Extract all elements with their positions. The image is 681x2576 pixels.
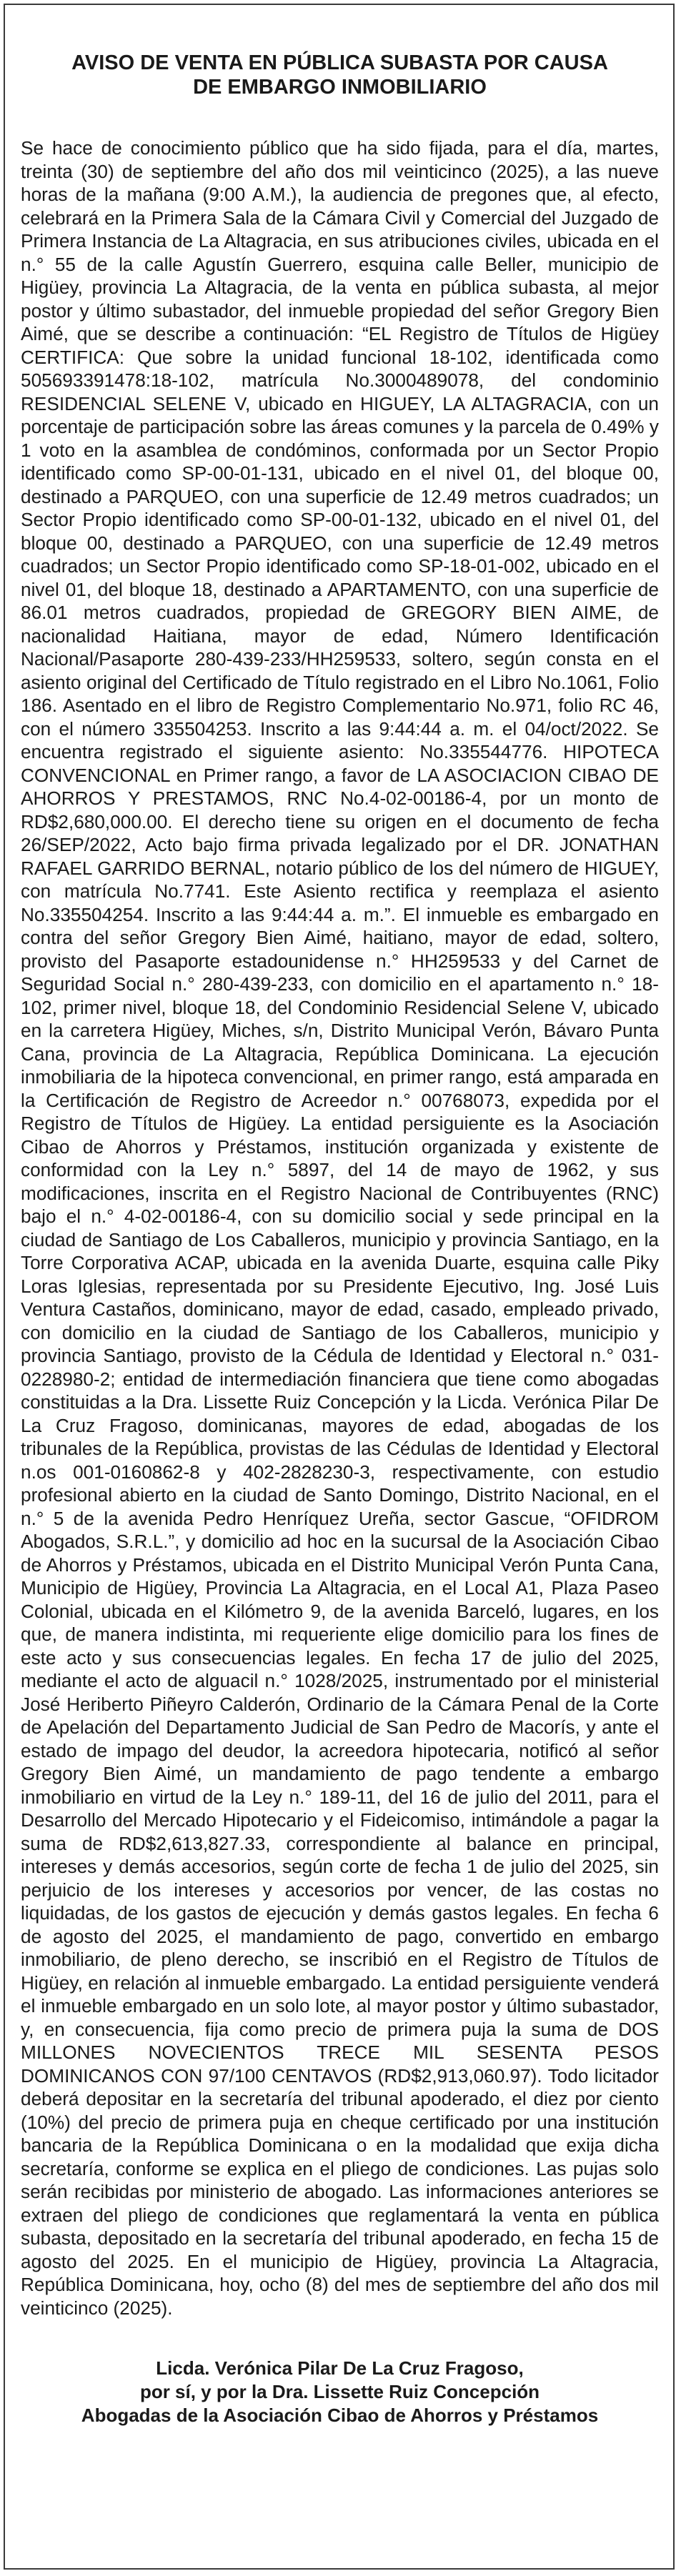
notice-content bbox=[21, 51, 659, 2427]
signature-line-2: por sí, y por la Dra. Lissette Ruiz Concepción bbox=[139, 2381, 540, 2402]
notice-title bbox=[21, 51, 659, 99]
notice-frame bbox=[4, 4, 675, 2570]
signature-line-3: Abogadas de la Asociación Cibao de Ahorros y Préstamos bbox=[81, 2405, 599, 2426]
notice-body: Se hace de conocimiento público que ha sido fijada, para el día, martes, treinta (30) de septiembre del año dos mil veinticinco (2025), a las nueve horas de la mañana (9:00 A.M.), la audiencia de pregones que, al efecto, celebrará en la Primera Sala de la Cámara Civil y Comercial del Juzgado de Primera Instancia de La Altagracia, en sus atribuciones civiles, ubicada en el n.° 55 de la calle Agustín Guerrero, esquina calle Beller, municipio de Higüey, provincia La Altagracia, de la venta en pública subasta, al mejor postor y último subastador, del inmueble propiedad del señor Gregory Bien Aimé, que se describe a continuación: “EL Registro de Títulos de Higüey CERTIFICA: Que sobre la unidad funcional 18-102, identificada como 505693391478:18-102, matrícula No.3000489078, del condominio RESIDENCIAL SELENE V, ubicado en HIGUEY, LA ALTAGRACIA, con un porcentaje de participación sobre las áreas comunes y la parcela de 0.49% y 1 voto en la asamblea de condóminos, conformada por un Sector Propio identificado como SP-00-01-131, ubicado en el nivel 01, del bloque 00, destinado a PARQUEO, con una superficie de 12.49 metros cuadrados; un Sector Propio identificado como SP-00-01-132, ubicado en el nivel 01, del bloque 00, destinado a PARQUEO, con una superficie de 12.49 metros cuadrados; un Sector Propio identificado como SP-18-01-002, ubicado en el nivel 01, del bloque 18, destinado a APARTAMENTO, con una superficie de 86.01 metros cuadrados, propiedad de GREGORY BIEN AIME, de nacionalidad Haitiana, mayor de edad, Número Identificación Nacional/Pasaporte 280-439-233/HH259533, soltero, según consta en el asiento original del Certificado de Título registrado en el Libro No.1061, Folio 186. Asentado en el libro de Registro Complementario No.971, folio RC 46, con el número 335504253. Inscrito a las 9:44:44 a. m. el 04/oct/2022. Se encuentra registrado el siguiente asiento: No.335544776. HIPOTECA CONVENCIONAL en Primer rango, a favor de LA ASOCIACION CIBAO DE AHORROS Y PRESTAMOS, RNC No.4-02-00186-4, por un monto de RD$2,680,000.00. El derecho tiene su origen en el documento de fecha 26/SEP/2022, Acto bajo firma privada legalizado por el DR. JONATHAN RAFAEL GARRIDO BERNAL, notario público de los del número de HIGUEY, con matrícula No.7741. Este Asiento rectifica y reemplaza el asiento No.335504254. Inscrito a las 9:44:44 a. m.”. El inmueble es embargado en contra del señor Gregory Bien Aimé, haitiano, mayor de edad, soltero, provisto del Pasaporte estadounidense n.° HH259533 y del Carnet de Seguridad Social n.° 280-439-233, con domicilio en el apartamento n.° 18-102, primer nivel, bloque 18, del Condominio Residencial Selene V, ubicado en la carretera Higüey, Miches, s/n, Distrito Municipal Verón, Bávaro Punta Cana, provincia de La Altagracia, República Dominicana. La ejecución inmobiliaria de la hipoteca convencional, en primer rango, está amparada en la Certificación de Registro de Acreedor n.° 00768073, expedida por el Registro de Títulos de Higüey. La entidad persiguiente es la Asociación Cibao de Ahorros y Préstamos, institución organizada y existente de conformidad con la Ley n.° 5897, del 14 de mayo de 1962, y sus modificaciones, inscrita en el Registro Nacional de Contribuyentes (RNC) bajo el n.° 4-02-00186-4, con su domicilio social y sede principal en la ciudad de Santiago de Los Caballeros, municipio y provincia Santiago, en la Torre Corporativa ACAP, ubicada en la avenida Duarte, esquina calle Piky Loras Iglesias, representada por su Presidente Ejecutivo, Ing. José Luis Ventura Castaños, dominicano, mayor de edad, casado, empleado privado, con domicilio en la ciudad de Santiago de los Caballeros, municipio y provincia Santiago, provisto de la Cédula de Identidad y Electoral n.° 031-0228980-2; entidad de intermediación financiera que tiene como abogadas constituidas a la Dra. Lissette Ruiz Concepción y la Licda. Verónica Pilar De La Cruz Fragoso, dominicanas, mayores de edad, abogadas de los tribunales de la República, provistas de las Cédulas de Identidad y Electoral n.os 001-0160862-8 y 402-2828230-3, respectivamente, con estudio profesional abierto en la ciudad de Santo Domingo, Distrito Nacional, en el n.° 5 de la avenida Pedro Henríquez Ureña, sector Gascue, “OFIDROM Abogados, S.R.L.”, y domicilio ad hoc en la sucursal de la Asociación Cibao de Ahorros y Préstamos, ubicada en el Distrito Municipal Verón Punta Cana, Municipio de Higüey, Provincia La Altagracia, en el Local A1, Plaza Paseo Colonial, ubicada en el Kilómetro 9, de la avenida Barceló, lugares, en los que, de manera indistinta, mi requeriente elige domicilio para los fines de este acto y sus consecuencias legales. En fecha 17 de julio del 2025, mediante el acto de alguacil n.° 1028/2025, instrumentado por el ministerial José Heriberto Piñeyro Calderón, Ordinario de la Cámara Penal de la Corte de Apelación del Departamento Judicial de San Pedro de Macorís, y ante el estado de impago del deudor, la acreedora hipotecaria, notificó al señor Gregory Bien Aimé, un mandamiento de pago tendente a embargo inmobiliario en virtud de la Ley n.° 189-11, del 16 de julio del 2011, para el Desarrollo del Mercado Hipotecario y el Fideicomiso, intimándole a pagar la suma de RD$2,613,827.33, correspondiente al balance en principal, intereses y demás accesorios, según corte de fecha 1 de julio del 2025, sin perjuicio de los intereses y accesorios por vencer, de las costas no liquidadas, de los gastos de ejecución y demás gastos legales. En fecha 6 de agosto del 2025, el mandamiento de pago, convertido en embargo inmobiliario, de pleno derecho, se inscribió en el Registro de Títulos de Higüey, en relación al inmueble embargado. La entidad persiguiente venderá el inmueble embargado en un solo lote, al mayor postor y último subastador, y, en consecuencia, fija como precio de primera puja la suma de DOS MILLONES NOVECIENTOS TRECE MIL SESENTA PESOS DOMINICANOS CON 97/100 CENTAVOS (RD$2,913,060.97). Todo licitador deberá depositar en la secretaría del tribunal apoderado, el diez por ciento (10%) del precio de primera puja en cheque certificado por una institución bancaria de la República Dominicana o en la modalidad que exija dicha secretaría, conforme se explica en el pliego de condiciones. Las pujas solo serán recibidas por ministerio de abogado. Las informaciones anteriores se extraen del pliego de condiciones que reglamentará la venta en pública subasta, depositado en la secretaría del tribunal apoderado, en fecha 15 de agosto del 2025. En el municipio de Higüey, provincia La Altagracia, República Dominicana, hoy, ocho (8) del mes de septiembre del año dos mil veinticinco (2025). bbox=[21, 137, 659, 2319]
notice-title-line-1: AVISO DE VENTA EN PÚBLICA SUBASTA POR CAUSA bbox=[71, 51, 608, 74]
signature-block bbox=[21, 2357, 659, 2427]
signature-line-1: Licda. Verónica Pilar De La Cruz Fragoso, bbox=[156, 2357, 524, 2379]
notice-title-line-2: DE EMBARGO INMOBILIARIO bbox=[193, 76, 487, 99]
